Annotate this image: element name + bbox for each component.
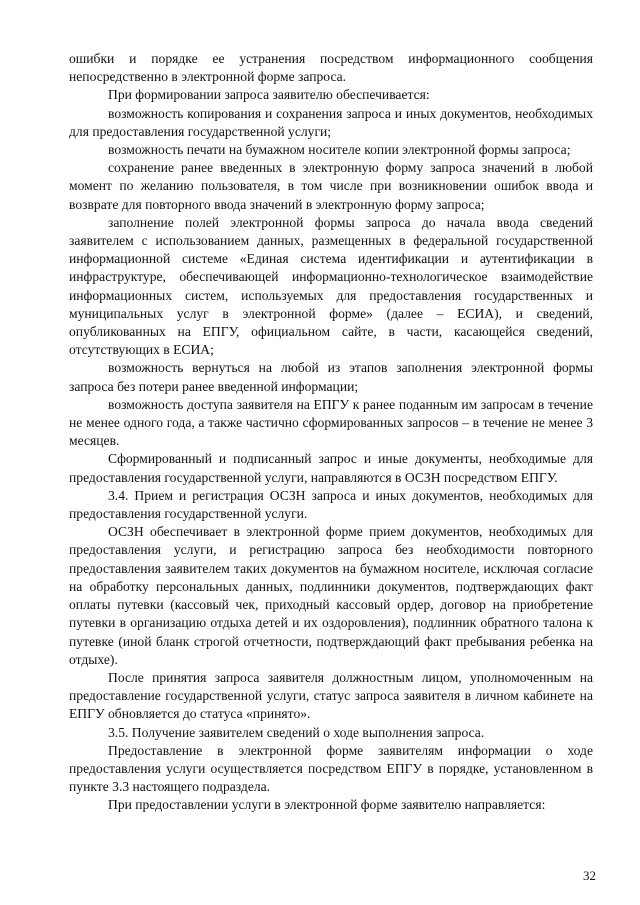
paragraph-11: ОСЗН обеспечивает в электронной форме прием документов, необходимых для предоставления услуги, и регистрацию запроса без необходимости повторного предоставления заявителем таких документов на бумажном носителе, исключая согласие на обработку персональных данных, подлинники документов, подтверждающих факт оплаты путевки (кассовый чек, приходный кассовый ордер, договор на приобретение путевки в организацию отдыха детей и их оздоровления), подлинник обратного талона к путевке (иной бланк строгой отчетности, подтверждающий факт пребывания ребенка на отдыхе). <box>69 524 593 667</box>
paragraph-3: возможность копирования и сохранения запроса и иных документов, необходимых для предоставления государственной услуги; <box>69 105 593 139</box>
paragraph-1: ошибки и порядке ее устранения посредством информационного сообщения непосредственно в электронной форме запроса. <box>69 51 593 85</box>
paragraph-4: возможность печати на бумажном носителе копии электронной формы запроса; <box>108 142 571 158</box>
paragraph-15: При предоставлении услуги в электронной форме заявителю направляется: <box>108 797 546 813</box>
paragraph-5: сохранение ранее введенных в электронную форму запроса значений в любой момент по желанию пользователя, в том числе при возникновении ошибок ввода и возврате для повторного ввода значений в электронную форму запроса; <box>69 160 593 212</box>
paragraph-12: После принятия запроса заявителя должностным лицом, уполномоченным на предоставление государственной услуги, статус запроса заявителя в личном кабинете на ЕПГУ обновляется до статуса «принято». <box>69 669 593 722</box>
section-heading-3-4: 3.4. Прием и регистрация ОСЗН запроса и иных документов, необходимых для предоставления государственной услуги. <box>69 487 593 522</box>
page-number: 32 <box>583 868 596 883</box>
paragraph-8: возможность доступа заявителя на ЕПГУ к ранее поданным им запросам в течение не менее одного года, а также частично сформированных запросов – в течение не менее 3 месяцев. <box>69 396 593 449</box>
paragraph-7: возможность вернуться на любой из этапов заполнения электронной формы запроса без потери ранее введенной информации; <box>69 360 593 394</box>
paragraph-14: Предоставление в электронной форме заявителям информации о ходе предоставления услуги осуществляется посредством ЕПГУ в порядке, установленном в пункте 3.3 настоящего подраздела. <box>69 742 593 795</box>
paragraph-6: заполнение полей электронной формы запроса до начала ввода сведений заявителем с использованием данных, размещенных в федеральной государственной информационной системе «Единая система идентификации и аутентификации в инфраструктуре, обеспечивающей информационно-технологическое взаимодействие информационных систем, используемых для предоставления государственных и муниципальных услуг в электронной форме» (далее – ЕСИА), и сведений, опубликованных на ЕПГУ, официальном сайте, в части, касающейся сведений, отсутствующих в ЕСИА; <box>69 214 593 358</box>
document-body <box>69 50 593 815</box>
paragraph-9: Сформированный и подписанный запрос и иные документы, необходимые для предоставления государственной услуги, направляются в ОСЗН посредством ЕПГУ. <box>69 451 593 485</box>
section-heading-3-5: 3.5. Получение заявителем сведений о ходе выполнения запроса. <box>108 724 485 740</box>
paragraph-2: При формировании запроса заявителю обеспечивается: <box>108 87 430 103</box>
